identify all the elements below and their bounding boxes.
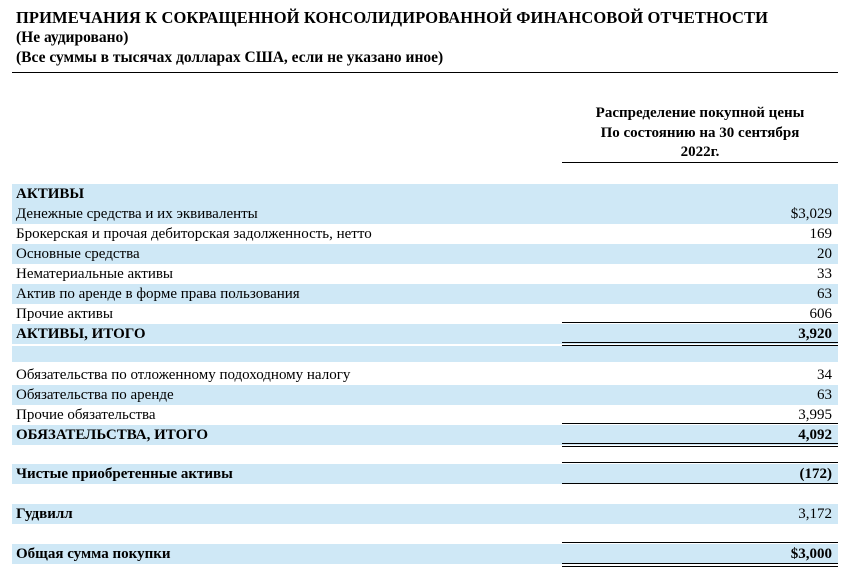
row-value: 33 (817, 266, 832, 282)
table-row-deferred-tax (12, 365, 838, 385)
table-row-other-liabilities (12, 405, 838, 425)
row-label: Прочие обязательства (16, 407, 156, 423)
column-header (562, 104, 838, 163)
row-label: Прочие активы (16, 306, 113, 322)
row-value: $3,029 (790, 206, 832, 222)
row-value: 34 (817, 367, 832, 383)
row-label: Гудвилл (16, 506, 73, 522)
document-header (16, 8, 838, 68)
table-row-net-assets (12, 464, 838, 484)
row-value: 63 (817, 286, 832, 302)
row-value: 606 (809, 306, 832, 322)
row-label: АКТИВЫ, ИТОГО (16, 326, 146, 342)
table-row-intangibles (12, 264, 838, 284)
row-label: Чистые приобретенные активы (16, 466, 233, 482)
subtotal-rule (562, 423, 838, 424)
row-label: АКТИВЫ (16, 186, 85, 202)
row-value: 4,092 (798, 427, 832, 443)
table-row-lease-liability (12, 385, 838, 405)
spacer-row (12, 346, 838, 362)
row-value: 3,172 (798, 506, 832, 522)
section-heading-assets (12, 184, 838, 204)
table-row-cash (12, 204, 838, 224)
row-value: 3,920 (798, 326, 832, 342)
row-label: Основные средства (16, 246, 140, 262)
column-header-divider (562, 162, 838, 163)
row-value: 63 (817, 387, 832, 403)
row-label: Обязательства по отложенному подоходному налогу (16, 367, 351, 383)
row-value: 20 (817, 246, 832, 262)
row-label: Актив по аренде в форме права пользования (16, 286, 300, 302)
table-row-total-assets (12, 324, 838, 344)
column-header-line-3: 2022г. (680, 144, 720, 160)
table-row-other-assets (12, 304, 838, 324)
purchase-total-top-rule (562, 542, 838, 543)
row-label: Нематериальные активы (16, 266, 174, 282)
document-title: ПРИМЕЧАНИЯ К СОКРАЩЕННОЙ КОНСОЛИДИРОВАННОЙ ФИНАНСОВОЙ ОТЧЕТНОСТИ (16, 8, 769, 27)
row-value: (172) (799, 466, 832, 482)
row-value: 3,995 (798, 407, 832, 423)
table-row-goodwill (12, 504, 838, 524)
header-divider (12, 72, 838, 73)
row-label: Брокерская и прочая дебиторская задолженность, нетто (16, 226, 372, 242)
row-label: Денежные средства и их эквиваленты (16, 206, 258, 222)
table-row-total-purchase (12, 544, 838, 564)
column-header-line-2: По состоянию на 30 сентября (600, 124, 800, 141)
net-assets-bottom-rule (562, 483, 838, 484)
total-double-rule (562, 563, 838, 567)
total-double-rule (562, 443, 838, 447)
table-row-total-liabilities (12, 425, 838, 445)
column-header-line-1: Распределение покупной цены (595, 105, 805, 121)
row-label: Обязательства по аренде (16, 387, 174, 403)
table-row-fixed-assets (12, 244, 838, 264)
row-value: $3,000 (790, 546, 832, 562)
net-assets-top-rule (562, 462, 838, 463)
units-note: (Все суммы в тысячах долларах США, если не указано иное) (16, 49, 444, 66)
audit-note: (Не аудировано) (16, 29, 129, 46)
row-label: ОБЯЗАТЕЛЬСТВА, ИТОГО (16, 427, 209, 443)
row-label: Общая сумма покупки (16, 546, 171, 562)
table-row-rou-asset (12, 284, 838, 304)
table-row-receivables (12, 224, 838, 244)
row-value: 169 (809, 226, 832, 242)
subtotal-rule (562, 322, 838, 323)
